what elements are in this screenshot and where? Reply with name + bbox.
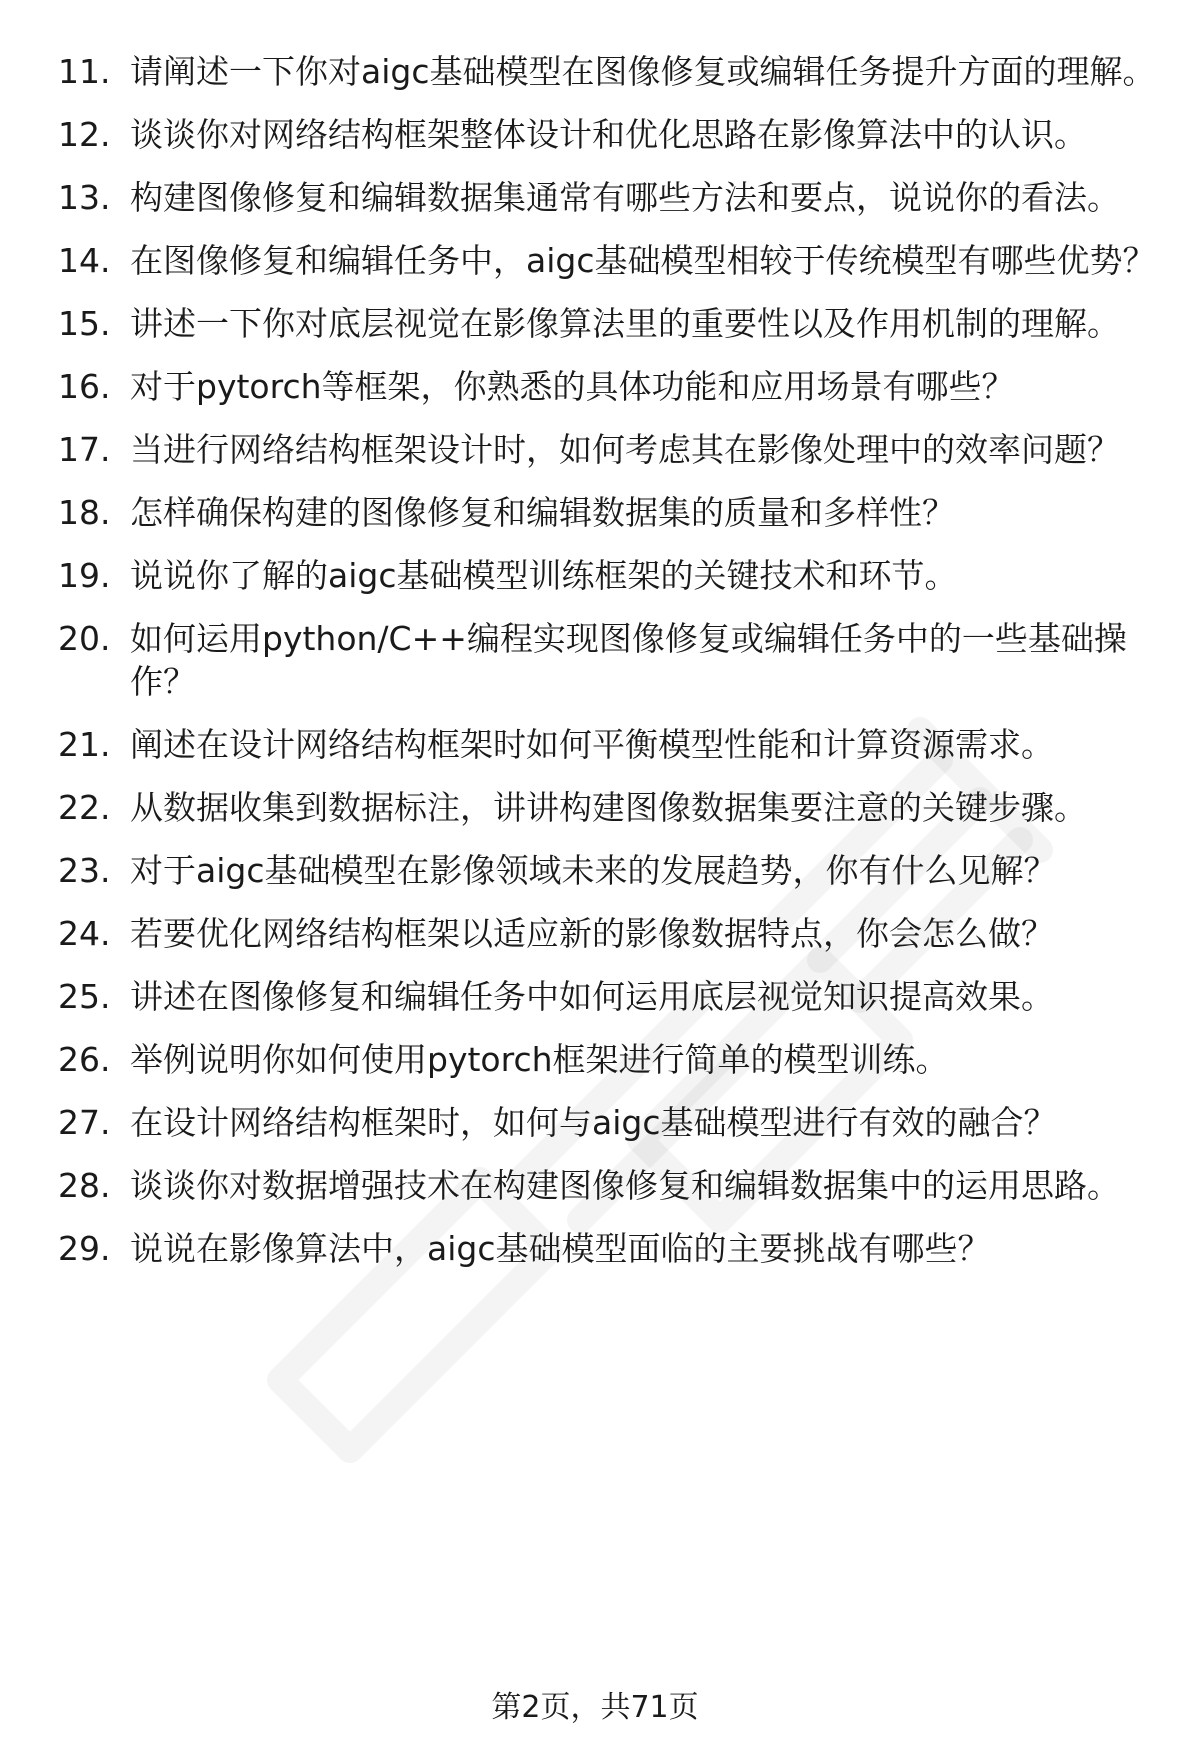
question-text: 请阐述一下你对aigc基础模型在图像修复或编辑任务提升方面的理解。 — [130, 52, 1156, 91]
question-number: 28. — [58, 1166, 111, 1205]
question-number: 14. — [58, 241, 111, 280]
question-item — [0, 1164, 1190, 1207]
question-text: 对于pytorch等框架，你熟悉的具体功能和应用场景有哪些？ — [130, 367, 1015, 406]
question-item — [0, 491, 1190, 534]
question-item — [0, 176, 1190, 219]
question-number: 11. — [58, 52, 111, 91]
question-item — [0, 365, 1190, 408]
question-number: 25. — [58, 977, 111, 1016]
question-list — [0, 50, 1190, 1290]
question-text: 从数据收集到数据标注，讲讲构建图像数据集要注意的关键步骤。 — [130, 788, 1087, 827]
question-text: 阐述在设计网络结构框架时如何平衡模型性能和计算资源需求。 — [130, 725, 1054, 764]
question-text: 举例说明你如何使用pytorch框架进行简单的模型训练。 — [130, 1040, 949, 1079]
question-item — [0, 786, 1190, 829]
question-number: 21. — [58, 725, 111, 764]
question-item — [0, 617, 1190, 703]
question-number: 19. — [58, 556, 111, 595]
question-text: 对于aigc基础模型在影像领域未来的发展趋势，你有什么见解？ — [130, 851, 1057, 890]
question-item — [0, 1227, 1190, 1270]
question-text: 说说你了解的aigc基础模型训练框架的关键技术和环节。 — [130, 556, 958, 595]
question-number: 17. — [58, 430, 111, 469]
question-item — [0, 1101, 1190, 1144]
question-number: 12. — [58, 115, 111, 154]
question-text: 构建图像修复和编辑数据集通常有哪些方法和要点，说说你的看法。 — [130, 178, 1120, 217]
question-item — [0, 239, 1190, 282]
question-item — [0, 554, 1190, 597]
question-text: 怎样确保构建的图像修复和编辑数据集的质量和多样性？ — [130, 493, 955, 532]
question-number: 13. — [58, 178, 111, 217]
question-text: 谈谈你对网络结构框架整体设计和优化思路在影像算法中的认识。 — [130, 115, 1087, 154]
question-number: 23. — [58, 851, 111, 890]
question-text: 谈谈你对数据增强技术在构建图像修复和编辑数据集中的运用思路。 — [130, 1166, 1120, 1205]
question-number: 26. — [58, 1040, 111, 1079]
question-text: 在设计网络结构框架时，如何与aigc基础模型进行有效的融合？ — [130, 1103, 1057, 1142]
question-item — [0, 428, 1190, 471]
question-number: 15. — [58, 304, 111, 343]
question-text: 讲述在图像修复和编辑任务中如何运用底层视觉知识提高效果。 — [130, 977, 1054, 1016]
question-number: 29. — [58, 1229, 111, 1268]
question-text: 如何运用python/C++编程实现图像修复或编辑任务中的一些基础操作？ — [130, 619, 1127, 701]
question-number: 16. — [58, 367, 111, 406]
question-number: 24. — [58, 914, 111, 953]
question-item — [0, 849, 1190, 892]
question-number: 20. — [58, 619, 111, 658]
question-number: 22. — [58, 788, 111, 827]
question-text: 当进行网络结构框架设计时，如何考虑其在影像处理中的效率问题？ — [130, 430, 1120, 469]
question-item — [0, 1038, 1190, 1081]
question-number: 27. — [58, 1103, 111, 1142]
question-item — [0, 723, 1190, 766]
question-text: 说说在影像算法中，aigc基础模型面临的主要挑战有哪些？ — [130, 1229, 991, 1268]
question-item — [0, 302, 1190, 345]
question-item — [0, 113, 1190, 156]
question-text: 讲述一下你对底层视觉在影像算法里的重要性以及作用机制的理解。 — [130, 304, 1120, 343]
question-text: 若要优化网络结构框架以适应新的影像数据特点，你会怎么做？ — [130, 914, 1054, 953]
question-text: 在图像修复和编辑任务中，aigc基础模型相较于传统模型有哪些优势？ — [130, 241, 1156, 280]
page-number-footer: 第2页，共71页 — [491, 1690, 699, 1725]
question-item — [0, 975, 1190, 1018]
question-item — [0, 912, 1190, 955]
question-number: 18. — [58, 493, 111, 532]
question-item — [0, 50, 1190, 93]
